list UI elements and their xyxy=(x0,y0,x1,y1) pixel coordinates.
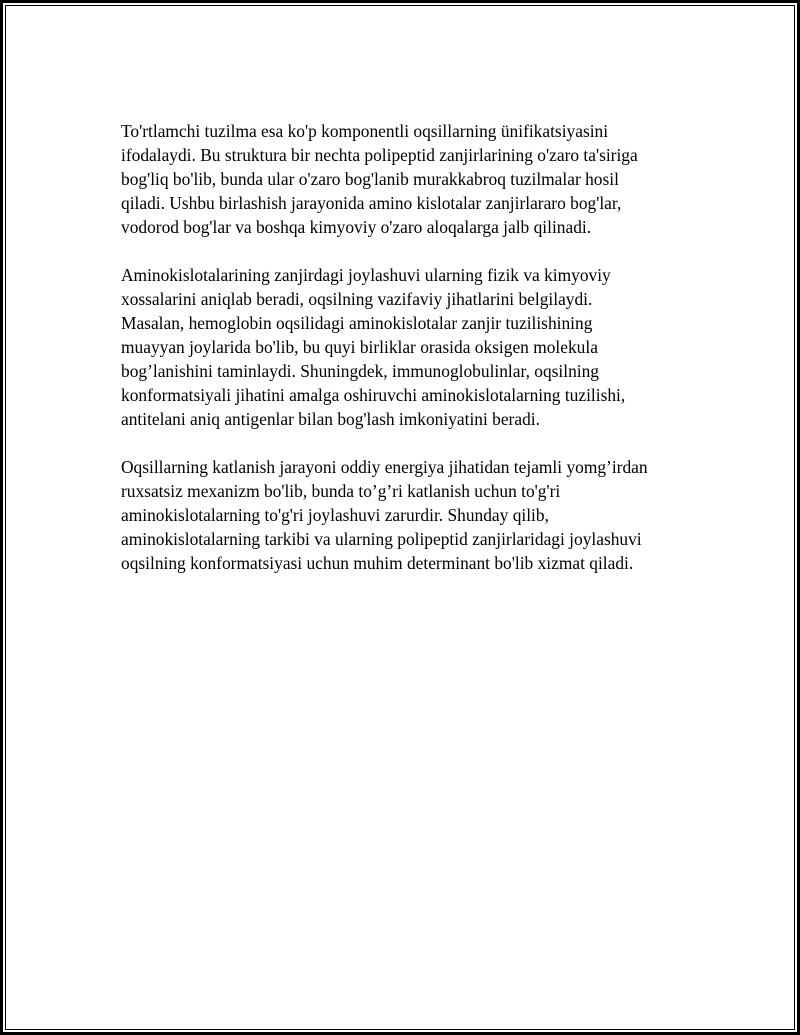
document-body xyxy=(121,119,691,599)
paragraph-quaternary-structure: To'rtlamchi tuzilma esa ko'p komponentli oqsillarning ünifikatsiyasini ifodalaydi. Bu struktura bir nechta polipeptid zanjirlarining o'zaro ta'siriga bog'liq bo'lib, bunda ular o'zaro bog'lanib murakkabroq tuzilmalar hosil qiladi. Ushbu birlashish jarayonida amino kislotalar zanjirlararo bog'lar, vodorod bog'lar va boshqa kimyoviy o'zaro aloqalarga jalb qilinadi. xyxy=(121,121,638,237)
paragraph-protein-folding: Oqsillarning katlanish jarayoni oddiy energiya jihatidan tejamli yomg’irdan ruxsatsiz mexanizm bo'lib, bunda to’g’ri katlanish uchun to'g'ri aminokislotalarning to'g'ri joylashuvi zarurdir. Shunday qilib, aminokislotalarning tarkibi va ularning polipeptid zanjirlaridagi joylashuvi oqsilning konformatsiyasi uchun muhim determinant bo'lib xizmat qiladi. xyxy=(121,457,648,573)
paragraph-amino-acid-arrangement: Aminokislotalarining zanjirdagi joylashuvi ularning fizik va kimyoviy xossalarini aniqlab beradi, oqsilning vazifaviy jihatlarini belgilaydi. Masalan, hemoglobin oqsilidagi aminokislotalar zanjir tuzilishining muayyan joylarida bo'lib, bu quyi birliklar orasida oksigen molekula bog’lanishini taminlaydi. Shuningdek, immunoglobulinlar, oqsilning konformatsiyali jihatini amalga oshiruvchi aminokislotalarning tuzilishi, antitelani aniq antigenlar bilan bog'lash imkoniyatini beradi. xyxy=(121,265,626,429)
